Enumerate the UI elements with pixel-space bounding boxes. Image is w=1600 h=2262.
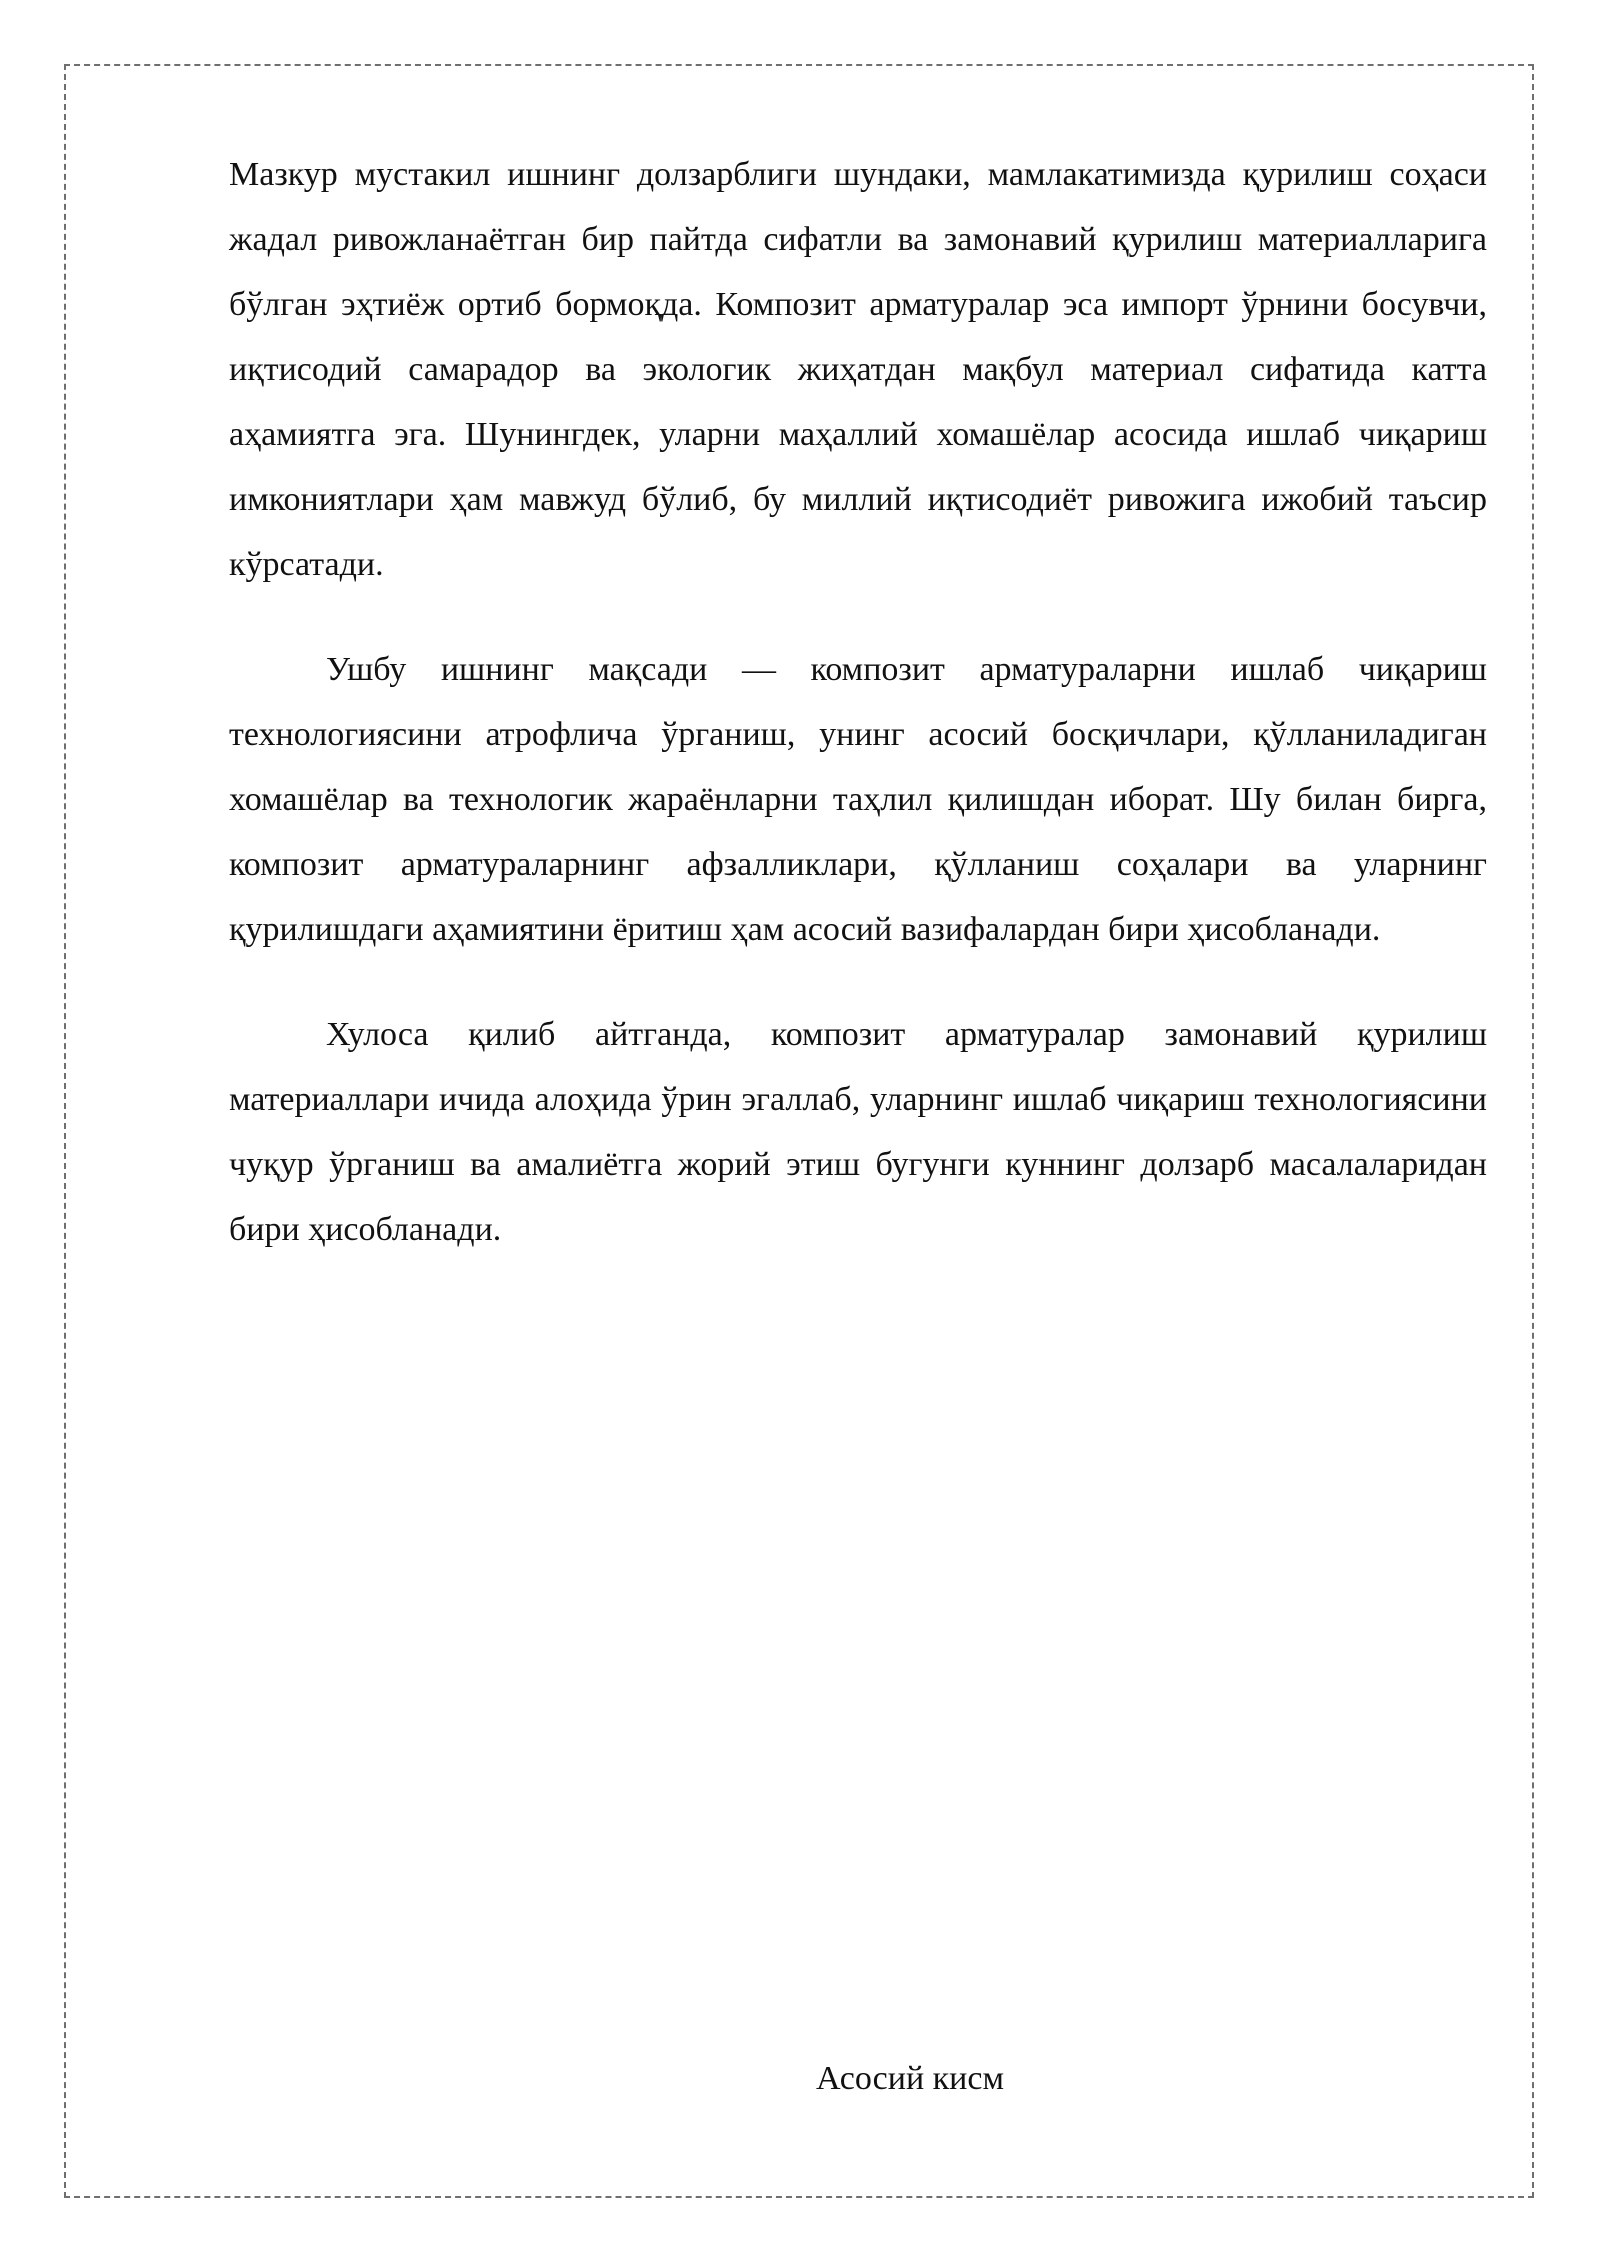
paragraph-relevance: Мазкур мустакил ишнинг долзарблиги шундаки, мамлакатимизда қурилиш соҳаси жадал ривожланаётган бир пайтда сифатли ва замонавий қурилиш материалларига бўлган эҳтиёж ортиб бормоқда. Композит арматуралар эса импорт ўрнини босувчи, иқтисодий самарадор ва экологик жиҳатдан мақбул материал сифатида катта аҳамиятга эга. Шунингдек, уларни маҳаллий хомашёлар асосида ишлаб чиқариш имкониятлари ҳам мавжуд бўлиб, бу миллий иқтисодиёт ривожига ижобий таъсир кўрсатади. — [229, 156, 1487, 583]
paragraph-purpose: Ушбу ишнинг мақсади — композит арматураларни ишлаб чиқариш технологиясини атрофлича ўрганиш, унинг асосий босқичлари, қўлланиладиган хомашёлар ва технологик жараёнларни таҳлил қилишдан иборат. Шу билан бирга, композит арматураларнинг афзалликлари, қўлланиш соҳалари ва уларнинг қурилишдаги аҳамиятини ёритиш ҳам асосий вазифалардан бири ҳисобланади. — [229, 651, 1487, 948]
paragraph-conclusion: Хулоса қилиб айтганда, композит арматуралар замонавий қурилиш материаллари ичида алоҳида ўрин эгаллаб, уларнинг ишлаб чиқариш технологиясини чуқур ўрганиш ва амалиётга жорий этиш бугунги куннинг долзарб масалаларидан бири ҳисобланади. — [229, 1016, 1487, 1248]
section-heading: Асосий кисм — [816, 2060, 1004, 2097]
document-body — [229, 142, 1487, 1302]
